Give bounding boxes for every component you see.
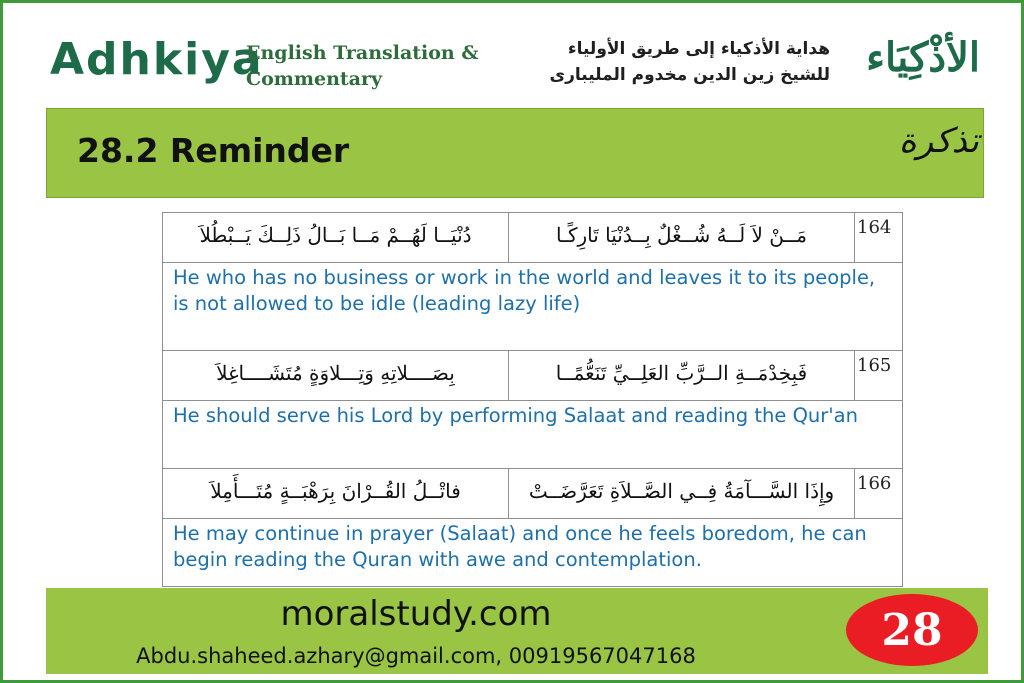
section-title: 28.2 Reminder (77, 131, 350, 170)
footer-banner (46, 588, 988, 674)
arabic-title-line-2: للشيخ زين الدين مخدوم المليبارى (549, 65, 830, 85)
verse-arabic-row (163, 469, 903, 519)
verse-arabic-right: وإِذَا السَّـــآمَةُ فِــي الصَّــلاَةِ تَعَرَّضَــتْ (509, 469, 855, 519)
chapter-badge (846, 594, 978, 666)
verse-arabic-row (163, 213, 903, 263)
verses-table (162, 212, 903, 587)
verse-translation-row (163, 519, 903, 587)
verse-arabic-left: فاتْــلُ القُــرْانَ بِرَهْبَــةٍ مُتَـــأَمِلاَ (163, 469, 509, 519)
verse-translation: He who has no business or work in the world and leaves it to its people, is not allowed to be idle (leading lazy life) (163, 263, 903, 351)
verse-translation-row (163, 263, 903, 351)
verse-arabic-right: فَبِخِدْمَــةِ الــرَّبِّ العَلِــيِّ تَنَعُّمًــا (509, 351, 855, 401)
verse-number: 166 (855, 469, 903, 519)
arabic-logo: الأذْكِيَاء (866, 34, 980, 81)
verse-number: 165 (855, 351, 903, 401)
section-banner (46, 108, 984, 198)
chapter-number: 28 (881, 604, 943, 656)
subtitle-line-2: Commentary (246, 68, 383, 90)
subtitle-line-1: English Translation & (246, 42, 479, 64)
verse-arabic-left: دُنْيَــا لَهُــمْ مَــا بَــالُ ذَلِــكَ يَــبْطُلاَ (163, 213, 509, 263)
verse-arabic-row (163, 351, 903, 401)
verse-translation-row (163, 401, 903, 469)
brand-logo: Adhkiya (50, 34, 264, 85)
verse-translation: He should serve his Lord by performing Salaat and reading the Qur'an (163, 401, 903, 469)
verse-arabic-right: مَــنْ لاَ لَــهُ شُــغْلٌ بِــدُنْيَا تَارِكًـا (509, 213, 855, 263)
arabic-title-line-1: هداية الأذكياء إلى طريق الأولياء (567, 39, 830, 59)
verse-arabic-left: بِصَــــلاتِهِ وَتِـــلاوَةٍ مُتَشَــــاغِلاَ (163, 351, 509, 401)
section-arabic-title: تذكرة (898, 121, 979, 161)
contact-info: Abdu.shaheed.azhary@gmail.com, 00919567047168 (136, 644, 696, 668)
website-link[interactable]: moralstudy.com (280, 594, 552, 634)
verse-number: 164 (855, 213, 903, 263)
verse-translation: He may continue in prayer (Salaat) and once he feels boredom, he can begin reading the Quran with awe and contemplation. (163, 519, 903, 587)
brand-subtitle (246, 40, 479, 92)
arabic-book-title (550, 36, 830, 88)
